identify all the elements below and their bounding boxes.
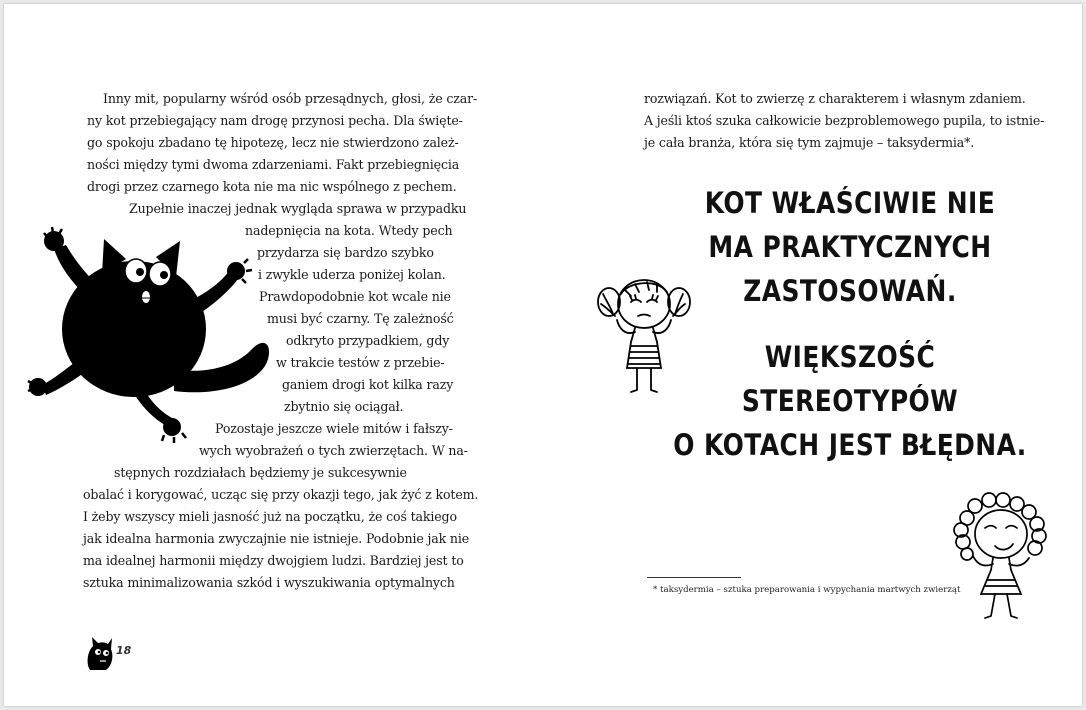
pull-quote-line: O KOTACH JEST BŁĘDNA.: [673, 428, 1027, 462]
right-text-line: A jeśli ktoś szuka całkowicie bezproblemowego pupila, to istnie-: [644, 113, 1045, 128]
girl-with-pigtails-illustration: [595, 272, 695, 397]
left-page: [4, 4, 543, 706]
left-text-line: i zwykle uderza poniżej kolan.: [258, 267, 446, 282]
footnote-rule: [647, 577, 741, 578]
right-page: [543, 4, 1082, 706]
left-text-line: ma idealnej harmonii między dwojgiem ludzi. Bardziej jest to: [83, 553, 464, 568]
left-text-line: ności między tymi dwoma zdarzeniami. Fakt przebiegnięcia: [87, 157, 460, 172]
left-text-line: stępnych rozdziałach będziemy je sukcesywnie: [114, 465, 407, 480]
left-text-line: nadepnięcia na kota. Wtedy pech: [245, 223, 453, 238]
left-text-line: drogi przez czarnego kota nie ma nic wspólnego z pechem.: [87, 179, 457, 194]
left-text-line: I żeby wszyscy mieli jasność już na początku, że coś takiego: [83, 509, 457, 524]
left-text-line: jak idealna harmonia zwyczajnie nie istnieje. Podobnie jak nie: [83, 531, 470, 546]
pull-quote-line: MA PRAKTYCZNYCH: [708, 230, 992, 264]
pull-quote-line: ZASTOSOWAŃ.: [743, 274, 957, 308]
right-text-line: rozwiązań. Kot to zwierzę z charakterem i własnym zdaniem.: [644, 91, 1026, 106]
left-text-line: Inny mit, popularny wśród osób przesądnych, głosi, że czar-: [103, 91, 478, 106]
right-text-line: je cała branża, która się tym zajmuje – taksydermia*.: [644, 135, 975, 150]
pull-quote-line: KOT WŁAŚCIWIE NIE: [704, 186, 996, 220]
black-cat-illustration: [24, 219, 274, 444]
left-text-line: sztuka minimalizowania szkód i wyszukiwania optymalnych: [83, 575, 455, 590]
left-text-line: przydarza się bardzo szybko: [257, 245, 434, 260]
girl-with-curly-hair-illustration: [947, 492, 1057, 622]
left-text-line: Pozostaje jeszcze wiele mitów i fałszy-: [215, 421, 453, 436]
left-text-line: odkryto przypadkiem, gdy: [286, 333, 450, 348]
left-text-line: zbytnio się ociągał.: [284, 399, 404, 414]
left-text-line: w trakcie testów z przebie-: [276, 355, 445, 370]
left-text-line: Prawdopodobnie kot wcale nie: [259, 289, 451, 304]
left-text-line: Zupełnie inaczej jednak wygląda sprawa w przypadku: [129, 201, 467, 216]
pull-quote-line: STEREOTYPÓW: [741, 384, 959, 418]
left-text-line: wych wyobrażeń o tych zwierzętach. W na-: [199, 443, 468, 458]
page-number: 18: [116, 644, 132, 657]
left-text-line: go spokoju zbadano tę hipotezę, lecz nie stwierdzono zależ-: [87, 135, 459, 150]
left-text-line: obalać i korygować, ucząc się przy okazji tego, jak żyć z kotem.: [83, 487, 479, 502]
left-text-line: ganiem drogi kot kilka razy: [282, 377, 454, 392]
book-spread: [4, 4, 1082, 706]
left-text-line: ny kot przebiegający nam drogę przynosi pecha. Dla święte-: [87, 113, 463, 128]
left-text-line: musi być czarny. Tę zależność: [267, 311, 454, 326]
small-cat-icon: [84, 634, 114, 674]
footnote: * taksydermia – sztuka preparowania i wypychania martwych zwierząt: [653, 585, 961, 595]
pull-quote-line: WIĘKSZOŚĆ: [764, 340, 936, 374]
